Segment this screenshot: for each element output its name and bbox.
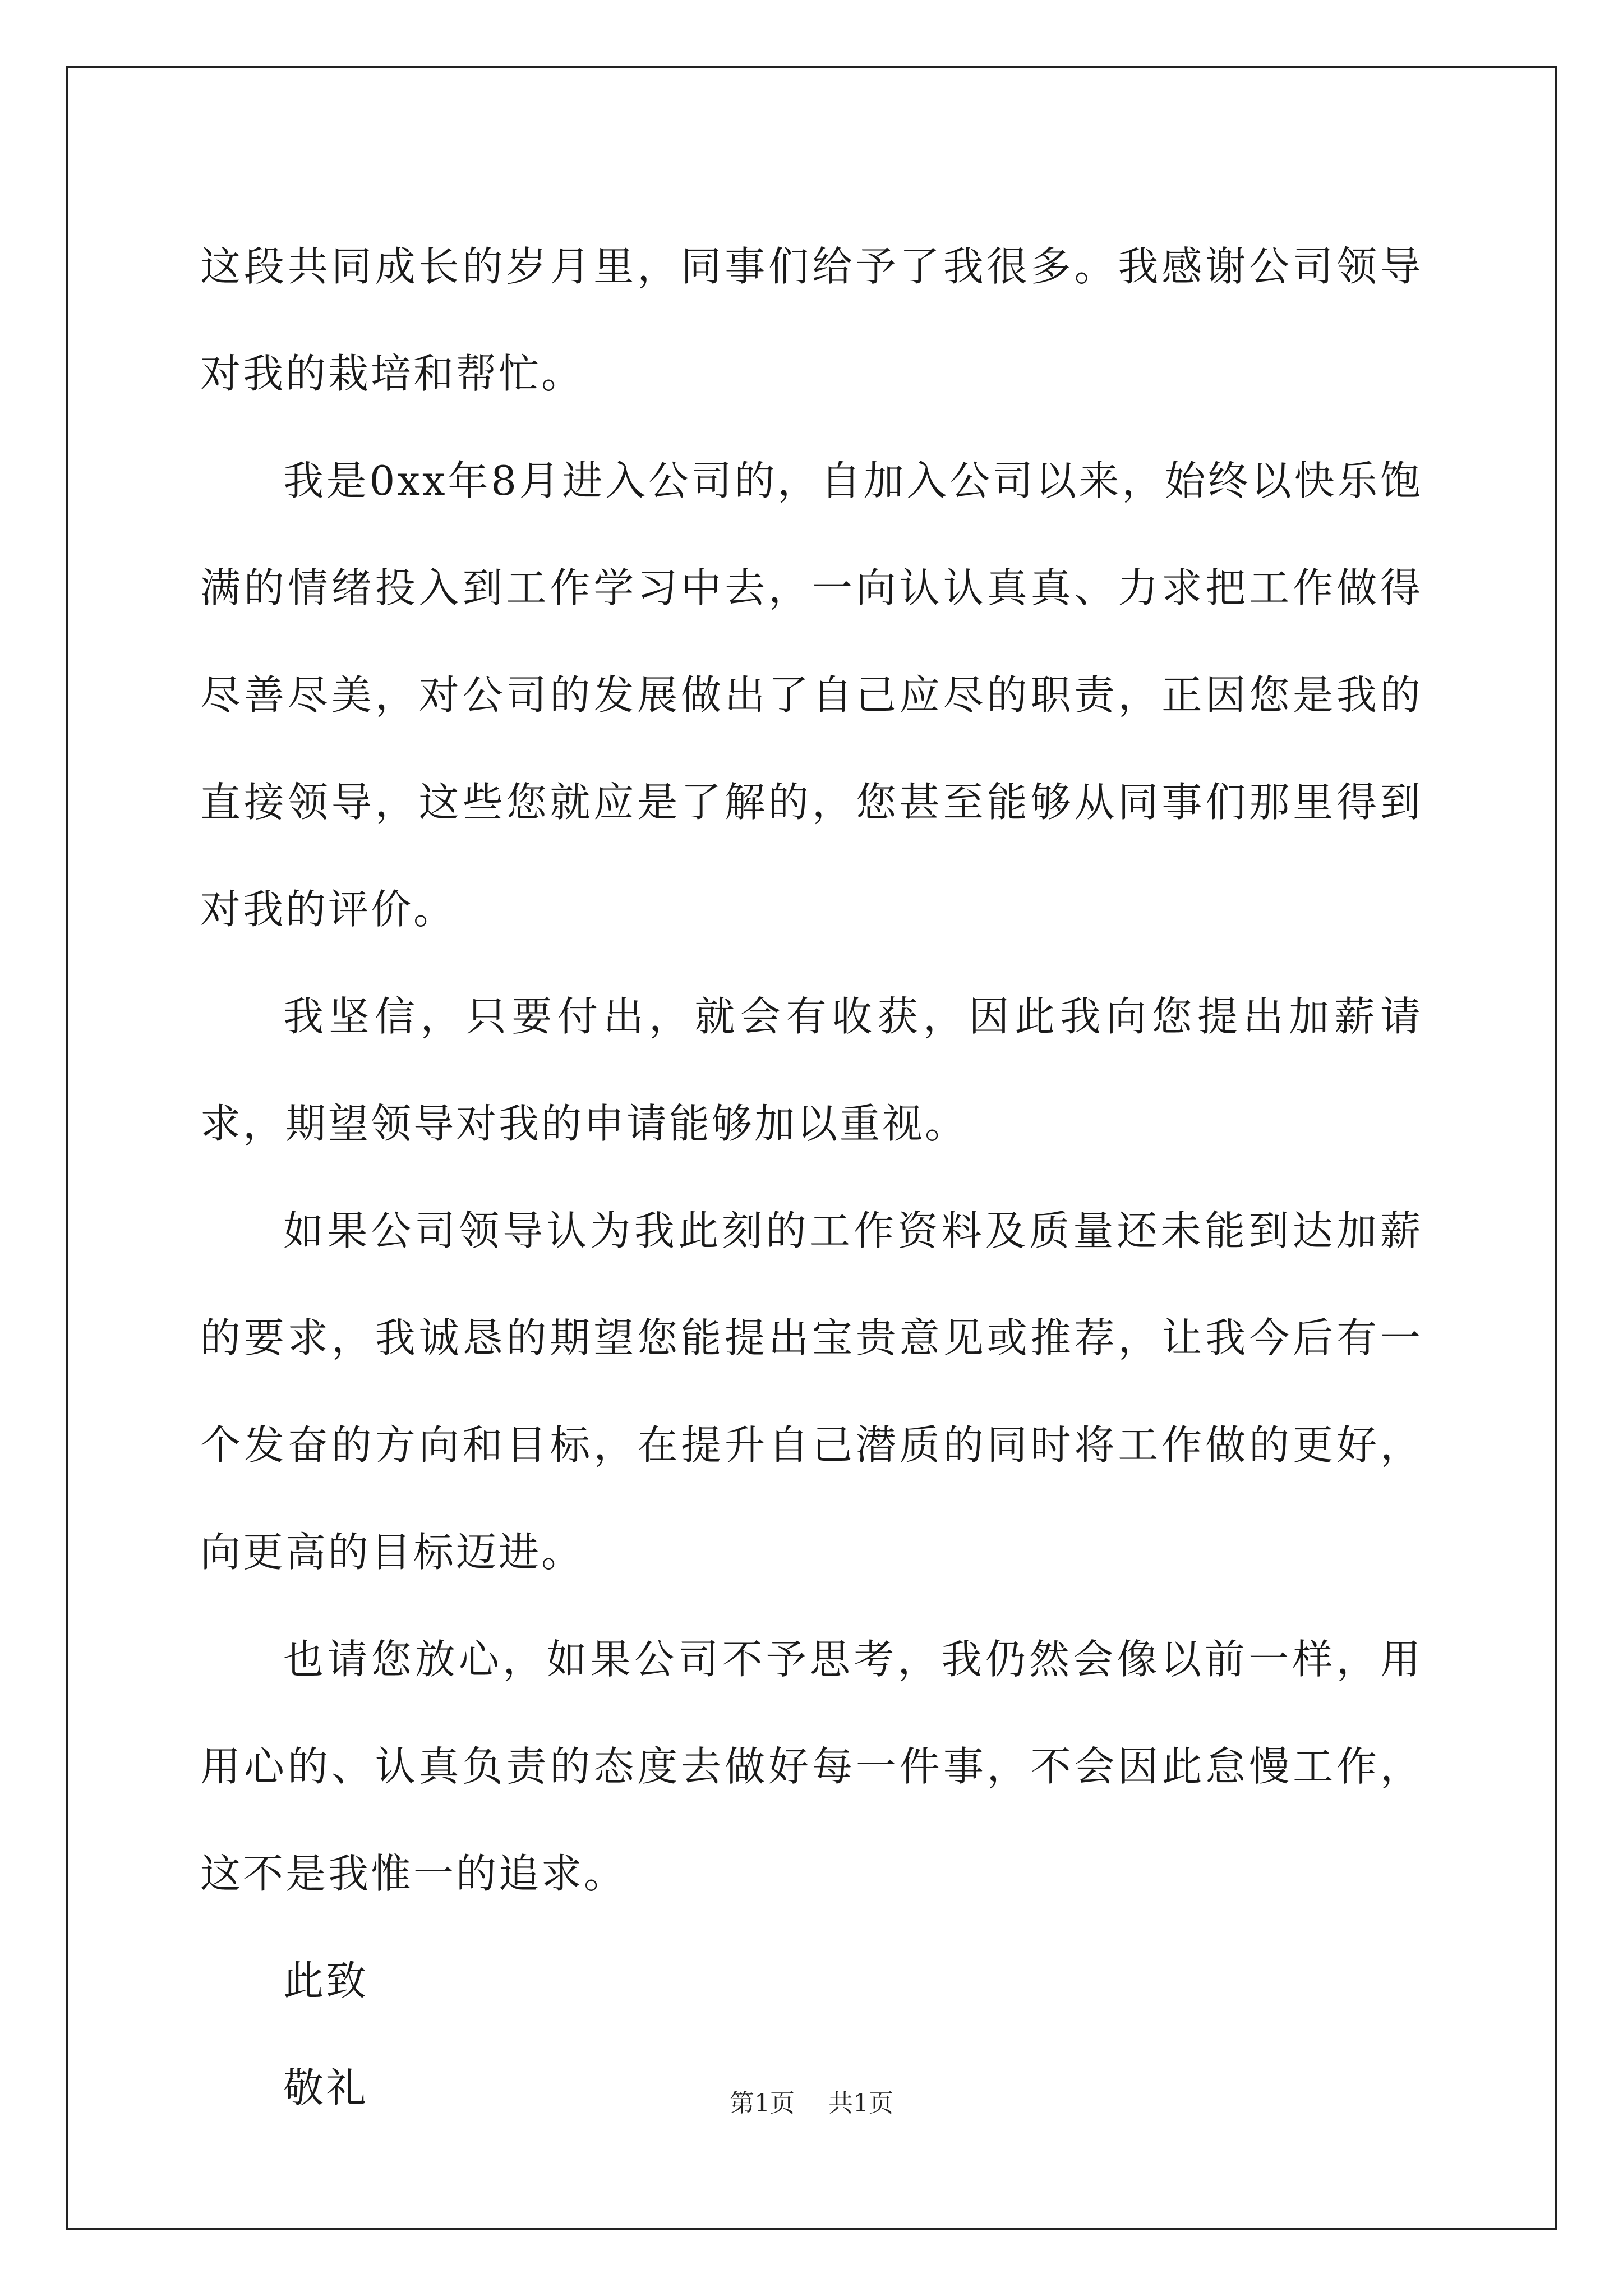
closing-salutation: 此致: [283, 1957, 369, 2004]
paragraph-4: 如果公司领导认为我此刻的工作资料及质量还未能到达加薪的要求，我诚恳的期望您能提出宝贵意见或推荐，让我今后有一个发奋的方向和目标，在提升自己潜质的同时将工作做的更好，向更高的目标迈进。: [200, 1207, 1423, 1576]
page-footer: [0, 2087, 1623, 2120]
page-total: 共1页: [828, 2089, 893, 2118]
paragraph-1: 这段共同成长的岁月里，同事们给予了我很多。我感谢公司领导对我的栽培和帮忙。: [200, 243, 1423, 397]
page-number: 第1页: [730, 2089, 795, 2118]
paragraph-3: 我坚信，只要付出，就会有收获，因此我向您提出加薪请求，期望领导对我的申请能够加以重视。: [200, 993, 1423, 1147]
letter-body: [200, 213, 1423, 2142]
paragraph-5: 也请您放心，如果公司不予思考，我仍然会像以前一样，用用心的、认真负责的态度去做好每一件事，不会因此怠慢工作，这不是我惟一的追求。: [200, 1636, 1423, 1897]
closing-regards: 敬礼: [283, 2064, 369, 2111]
paragraph-2: 我是0xx年8月进入公司的，自加入公司以来，始终以快乐饱满的情绪投入到工作学习中去，一向认认真真、力求把工作做得尽善尽美，对公司的发展做出了自己应尽的职责，正因您是我的直接领导，这些您就应是了解的，您甚至能够从同事们那里得到对我的评价。: [200, 457, 1423, 933]
